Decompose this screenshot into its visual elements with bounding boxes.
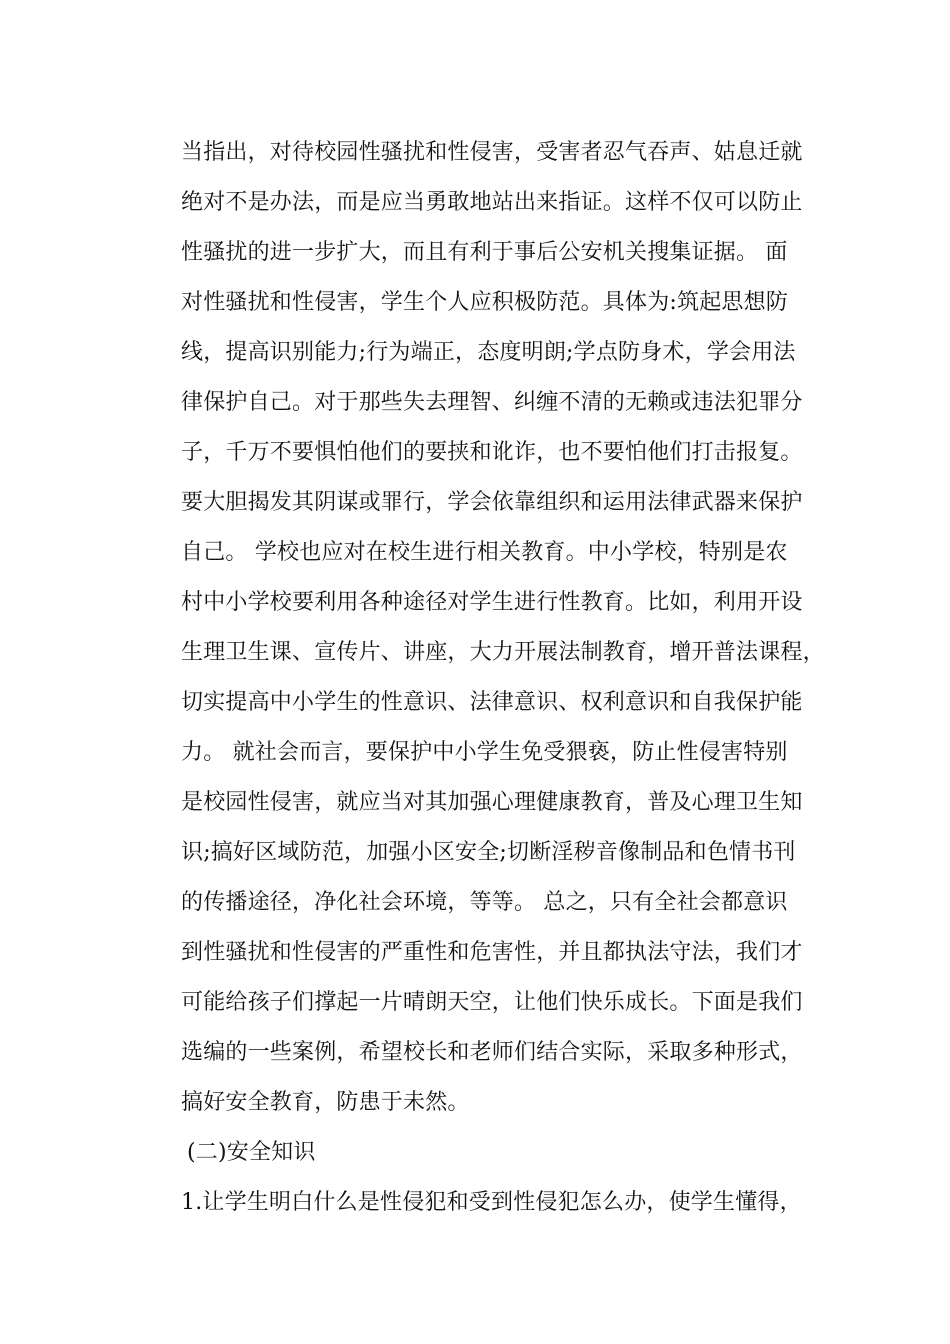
paragraph-line: 生理卫生课、宣传片、讲座，大力开展法制教育，增开普法课程， bbox=[181, 640, 825, 665]
paragraph-line: 村中小学校要利用各种途径对学生进行性教育。比如，利用开设 bbox=[181, 590, 803, 615]
paragraph-line: 识;搞好区域防范，加强小区安全;切断淫秽音像制品和色情书刊 bbox=[181, 840, 796, 865]
section-heading: (二)安全知识 bbox=[187, 1140, 316, 1165]
paragraph-line: 力。 就社会而言，要保护中小学生免受猥亵，防止性侵害特别 bbox=[181, 740, 788, 765]
paragraph-line: 律保护自己。对于那些失去理智、纠缠不清的无赖或违法犯罪分 bbox=[181, 390, 803, 415]
paragraph-line: 的传播途径，净化社会环境，等等。 总之，只有全社会都意识 bbox=[181, 890, 788, 915]
document-body bbox=[181, 128, 825, 1228]
paragraph-line: 要大胆揭发其阴谋或罪行，学会依靠组织和运用法律武器来保护 bbox=[181, 490, 803, 515]
paragraph-line: 对性骚扰和性侵害，学生个人应积极防范。具体为:筑起思想防 bbox=[181, 290, 789, 315]
paragraph-line: 当指出，对待校园性骚扰和性侵害，受害者忍气吞声、姑息迁就 bbox=[181, 140, 803, 165]
paragraph-line: 到性骚扰和性侵害的严重性和危害性，并且都执法守法，我们才 bbox=[181, 940, 803, 965]
list-item-line: 1.让学生明白什么是性侵犯和受到性侵犯怎么办，使学生懂得， bbox=[181, 1190, 802, 1215]
paragraph-line: 性骚扰的进一步扩大，而且有利于事后公安机关搜集证据。 面 bbox=[181, 240, 788, 265]
paragraph-line: 搞好安全教育，防患于未然。 bbox=[181, 1090, 470, 1115]
paragraph-line: 线，提高识别能力;行为端正，态度明朗;学点防身术，学会用法 bbox=[181, 340, 796, 365]
paragraph-line: 是校园性侵害，就应当对其加强心理健康教育，普及心理卫生知 bbox=[181, 790, 803, 815]
paragraph-line: 自己。 学校也应对在校生进行相关教育。中小学校，特别是农 bbox=[181, 540, 788, 565]
paragraph-line: 子，千万不要惧怕他们的要挟和讹诈，也不要怕他们打击报复。 bbox=[181, 440, 803, 465]
paragraph-line: 切实提高中小学生的性意识、法律意识、权利意识和自我保护能 bbox=[181, 690, 803, 715]
paragraph-line: 可能给孩子们撑起一片晴朗天空，让他们快乐成长。下面是我们 bbox=[181, 990, 803, 1015]
paragraph-line: 绝对不是办法，而是应当勇敢地站出来指证。这样不仅可以防止 bbox=[181, 190, 803, 215]
paragraph-line: 选编的一些案例，希望校长和老师们结合实际，采取多种形式， bbox=[181, 1040, 803, 1065]
